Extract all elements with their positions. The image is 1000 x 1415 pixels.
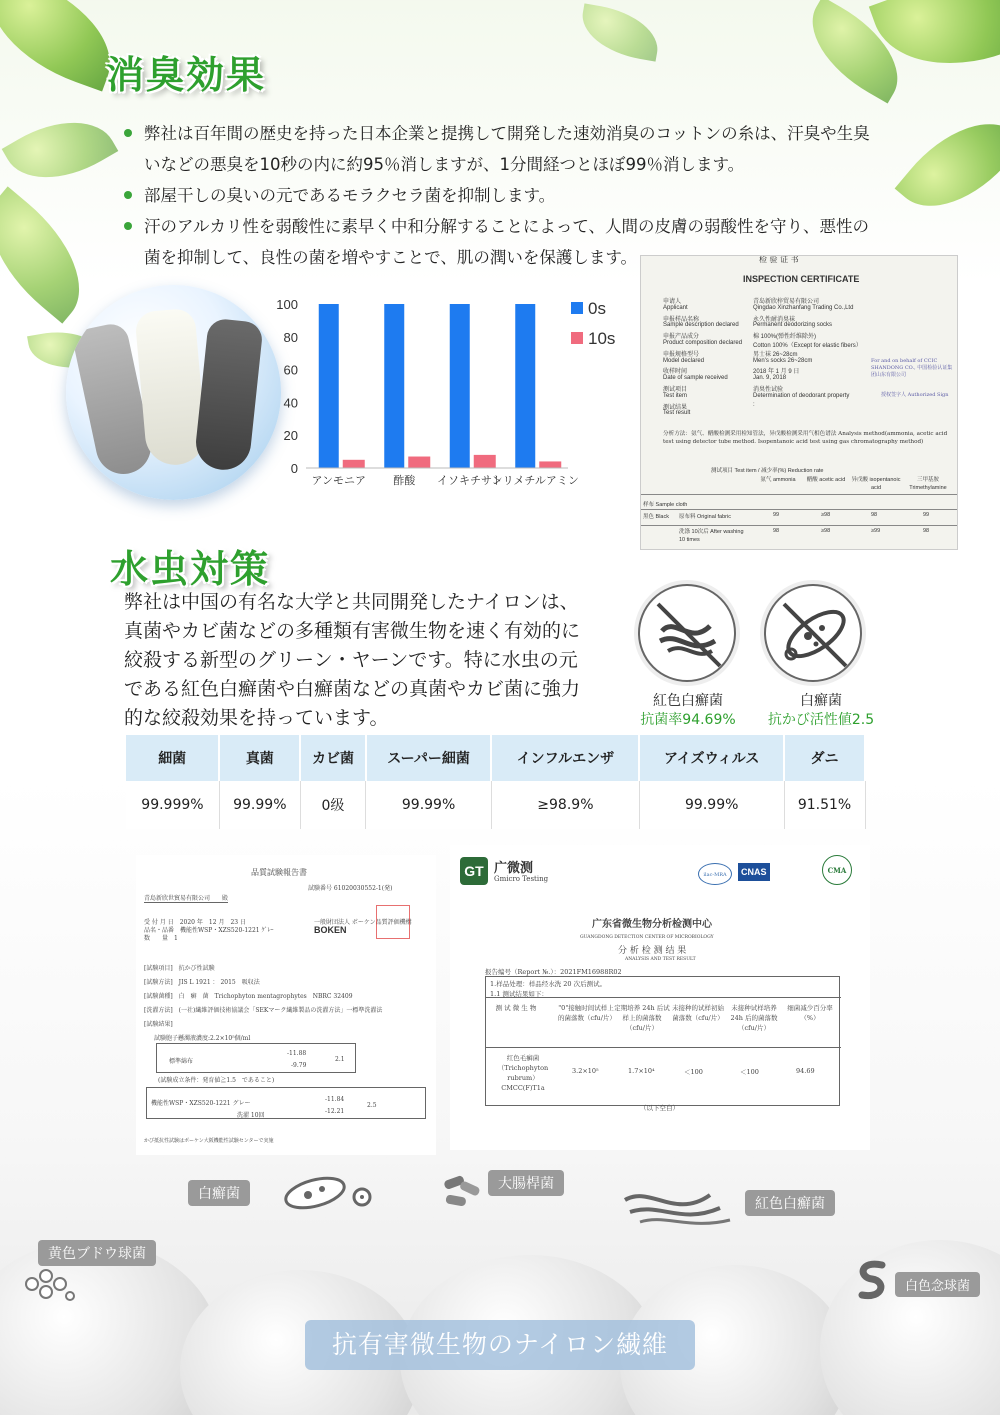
report-jp-line: [試験方法] JIS L 1921 ： 2015 吸収法 [144,979,260,986]
bacteria-label-staphylococcus: 黄色ブドウ球菌 [38,1240,156,1266]
bar-10s [343,460,365,468]
y-axis [276,297,298,476]
rate-column-header: カビ菌 [300,735,365,781]
cn-col-header: 定期培养 24h 后试样上的菌落数（cfu/片） [614,1004,670,1032]
report-cn-result: 分 析 检 测 结 果 [618,946,687,956]
trichophyton-rubrum-icon [620,1180,740,1230]
bacteria-label-trichophyton-rubrum: 紅色白癬菌 [745,1190,835,1216]
trichophyton-icon [270,1165,380,1225]
rate-column-header: アイズウィルス [639,735,784,781]
cn-col-header: 细菌减少百分率（%） [787,1004,833,1022]
ilac-badge: ilac-MRA [698,863,732,885]
bacteria-label-trichophyton: 白癬菌 [188,1180,250,1206]
staphylococcus-icon [18,1262,78,1307]
std-v1: -11.88 [287,1050,307,1057]
sample-v1: -11.84 [325,1096,345,1103]
cert-value: 98 [871,512,878,518]
bullet-item: 部屋干しの臭いの元であるモラクセラ菌を抑制します。 [122,180,882,211]
cert-table [641,464,958,550]
cert-row-value: Cotton 100%（Except for elastic fibers） [753,343,862,349]
report-jp-footer: かび抵抗性試験はボーケン大阪機能性試験センターで実施 [144,1138,274,1144]
cert-row-value: Jan. 9, 2018 [753,375,787,382]
report-jp-line: [試験菌種] 白 癬 菌 Trichophyton mentagrophytes NBRC 32409 [144,993,353,1000]
bar-0s [450,304,470,468]
cert-row-value: 消臭性试验 [753,387,784,393]
report-jp-company: 青島新欣世貿易有限公司 殿 [144,895,229,902]
cert-row-value: Determination of deodorant property [753,392,850,399]
cn-value: 1.7×10⁴ [628,1067,655,1075]
report-jp-cond: (試験成立条件：発育値≧1.5 であること) [158,1077,275,1084]
cert-value: ≥98 [821,528,831,534]
rate-value: 99.99% [366,781,492,829]
cn-table-line [486,997,841,998]
report-cn-logo-en: Gmicro Testing [494,875,549,883]
cert-col-header: 醋酸 acetic acid [806,477,846,483]
cert-row-label: Test item [663,392,688,399]
report-cn-note2: 1.1 测试结果如下： [490,990,548,998]
cnas-badge: CNAS [738,863,770,881]
cert-table-line [641,525,958,526]
report-jp-std-table [156,1043,356,1073]
x-tick-label: アンモニア [311,474,367,487]
y-tick-label: 80 [283,329,298,345]
leaf-decoration [2,99,119,201]
cert-row-value: 男士袜 26~28cm [753,351,798,358]
y-tick-label: 100 [276,297,298,312]
icon2-label: 白癬菌 [800,693,842,709]
report-jp-line: [試験結果] [144,1021,173,1028]
section-title-mizumushi: 水虫対策 [110,547,271,591]
cn-col-header: 未接种试样培养 24h 后的菌落数（cfu/片） [730,1004,778,1032]
report-jp-sample-table [146,1087,426,1119]
sample-label: 機能性WSP・XZS520-1221 グレー [151,1100,251,1107]
sample-act: 2.5 [367,1102,377,1109]
report-cn-logo: 广微测 [494,861,534,876]
leaf-decoration [577,3,664,61]
rate-column-header: ダニ [784,735,865,781]
bacteria-label-ecoli: 大腸桿菌 [488,1170,564,1196]
report-jp-issuer: 一般財団法人 ボーケン品質評価機構 [314,919,412,926]
cert-signature: 授权签字人 Authorized Sign [881,392,949,398]
std-growth: 2.1 [335,1056,345,1063]
gmicro-logo-icon: GT [460,857,488,885]
cert-row-label: 测试项目 [663,387,688,393]
bar-10s [539,461,561,468]
icon1-value: 抗菌率94.69% [640,712,736,728]
x-tick-label: 酢酸 [393,474,416,487]
y-tick-label: 60 [283,362,298,378]
cert-r2-label: 洗涤 10次后 After washing 10 times [679,529,744,543]
cert-row-label: Model declared [663,357,705,364]
icon1-label: 紅色白癬菌 [653,693,723,709]
cert-value: ≥98 [821,512,831,518]
cert-row-label: Sample description declared [663,322,739,329]
report-jp-line: [試験項目] 抗かび性試験 [144,965,215,972]
no-bacteria-icon [766,586,864,684]
bullet-item: 汗のアルカリ性を弱酸性に素早く中和分解することによって、人間の皮膚の弱酸性を守り、悪性の菌を抑制して、良性の菌を増やすことで、肌の潤いを保護します。 [122,211,882,273]
rate-value: 0级 [300,781,365,829]
cert-color-label: 黑色 Black [643,514,669,520]
cn-value: 3.2×10⁵ [572,1067,599,1075]
cert-method: 分析方法：氨气、醋酸检测采用检知管法，异戊酸检测采用气相色谱法 Analysis method(ammonia, acetic acid test using detector tube method. Isopentanoic acid test using gas chromatography method) [663,431,948,445]
report-jp-boken: BOKEN [314,925,347,935]
rate-value: ≥98.9% [491,781,639,829]
bacteria-label-candida: 白色念球菌 [895,1272,980,1297]
bar-0s [319,304,339,468]
cn-value: 94.69 [796,1067,815,1075]
legend-label: 10s [588,329,616,348]
cn-value: ＜100 [740,1068,759,1076]
report-jp-date: 受 付 月 日 2020 年 12 月 23 日 [144,919,246,926]
report-cn-result-en: ANALYSIS AND TEST RESULT [625,957,696,962]
cert-value: 99 [923,512,930,518]
cert-row-value: 棉 100%(弹性纤维除外) [753,334,817,341]
japanese-test-report [136,855,436,1155]
bar-0s [384,304,404,468]
table-header-row [126,735,865,781]
bar-10s [474,455,496,468]
yarn-decoration [820,1240,1000,1415]
chart-legend [571,299,615,348]
mizumushi-description: 弊社は中国の有名な大学と共同開発したナイロンは、真菌やカビ菌などの多種類有害微生物を速く有効的に絞殺する新型のグリーン・ヤーンです。特に水虫の元である紅色白癬菌や白癬菌などの真菌やカビ菌に強力的な絞殺効果を持っています。 [124,591,581,729]
cert-row-value: Qingdao Xinzhanfang Trading Co.,Ltd [753,304,854,311]
cert-row-label: Test result [663,410,691,417]
cert-row-label: 申请人 [663,299,682,305]
cert-stamp: For and on behalf of CCIC SHANDONG CO., 中国检验认证集团山东有限公司 [871,358,953,378]
x-tick-label: トリメチルアミン [491,474,579,487]
cert-col-header: 三甲基胺 Trimethylamine [909,477,947,491]
cert-row-value: 永久性耐消臭袜 [753,316,796,323]
deodorize-bar-chart [268,290,628,500]
cert-row-label: Product composition declared [663,340,743,346]
report-jp-qty: 数 量 1 [144,935,178,942]
rate-column-header: 真菌 [219,735,300,781]
report-cn-center-en: GUANGDONG DETECTION CENTER OF MICROBIOLOGY [580,935,714,940]
report-cn-note1: 1.样品处理：样品经水洗 20 次后测试。 [490,980,607,988]
bar-10s [408,457,430,468]
trichophyton-icon [764,584,862,682]
sample-v2: -12.21 [325,1108,345,1115]
y-tick-label: 0 [290,461,298,476]
cert-title: INSPECTION CERTIFICATE [743,274,860,284]
chinese-test-report [450,845,870,1150]
antimicrobial-rate-table [126,735,866,829]
rate-value: 99.999% [126,781,219,829]
report-jp-no: 試験番号 61020030552-1(発) [308,885,393,892]
std-label: 標準綿布 [169,1058,194,1065]
red-stamp [376,905,410,939]
rate-column-header: インフルエンザ [491,735,639,781]
cert-row-label: 申报样品名称 [663,316,700,323]
cert-col-header: 异戊酸 isopentanoic acid [851,477,901,491]
bars [319,304,562,468]
cn-col-header: 未接种的试样初始菌落数（cfu/片） [672,1004,724,1022]
report-jp-title: 品質試験報告書 [251,868,307,877]
cert-value: 98 [773,528,780,534]
dark-sock [193,318,263,473]
cert-table-line [641,494,958,495]
cert-row-value: Men's socks 26~28cm [753,357,813,364]
trichophyton-rubrum-icon [638,584,736,682]
cert-row-label: 测试结果 [663,404,688,411]
candida-albicans-icon [850,1255,895,1305]
cma-badge: CMA [822,855,852,885]
footer-title: 抗有害微生物のナイロン繊維 [305,1320,695,1370]
rate-value: 99.99% [219,781,300,829]
icon2-value: 抗かび活性値2.5 [767,712,875,728]
report-cn-center: 广东省微生物分析检测中心 [592,919,712,930]
bullet-item: 弊社は百年間の歴史を持った日本企業と提携して開発した速効消臭のコットンの糸は、汗臭や生臭いなどの悪臭を10秒の内に約95％消しますが、1分間経つとほぼ99％消します。 [122,118,882,180]
cert-sample-label: 样布 Sample cloth [643,502,688,508]
y-tick-label: 20 [283,428,298,444]
legend-label: 0s [588,299,606,318]
rate-value: 91.51% [784,781,865,829]
rate-value: 99.99% [639,781,784,829]
cert-col-header: 氨气 ammonia [760,477,796,483]
cert-table-line [641,509,958,510]
cert-row-value: Permanent deodorizing socks [753,322,833,329]
report-jp-line: [洗濯方法] (一社)繊維評価技術協議会「SEKマーク繊維製品の洗濯方法」一標準洗濯法 [144,1007,383,1014]
cert-cn-title: 检 验 证 书 [759,255,799,264]
cert-r1-label: 原布料 Original fabric [679,514,731,520]
std-v2: -9.79 [291,1062,307,1069]
cert-row-label: 申报规格型号 [663,351,700,358]
y-tick-label: 40 [283,395,298,411]
inspection-certificate [640,255,958,550]
table-row [126,781,865,829]
cn-value: ＜100 [684,1068,703,1076]
cert-value: 98 [923,528,930,534]
deodorize-bullet-list [122,118,882,273]
cert-value: ≥99 [871,528,881,534]
x-axis [306,468,579,487]
cert-row-label: Applicant [663,304,688,311]
socks-image [66,285,281,500]
sample-wash: 洗濯 10回 [237,1112,265,1119]
cert-value: 99 [773,512,780,518]
cn-table-line [486,1047,841,1048]
bar-0s [515,304,535,468]
cn-col-header: "0"接触时间试样上的菌落数（cfu/片） [558,1004,616,1022]
cn-col-header: 测 试 微 生 物 [495,1004,537,1012]
x-tick-label: イソキチサン [437,474,503,487]
report-cn-no: 报告编号（Report №.）：2021FM16988R02 [485,968,622,976]
report-cn-blank: （以下空白） [640,1104,679,1112]
report-cn-organism: 红色毛癣菌（Trichophyton rubrum）CMCC(F)T1a [497,1054,549,1092]
rate-column-header: 細菌 [126,735,219,781]
legend-swatch [571,302,583,314]
report-jp-sample: 品名・品番 機能性WSP・XZS520-1221 ｸﾞﾚｰ [144,927,274,934]
report-jp-spore: 試験胞子懸濁液濃度:2.2×10⁵個/ml [154,1035,251,1042]
cert-row-label: 收样时间 [663,369,688,376]
cert-table-header: 测试项目 Test item / 减少率(%) Reduction rate [711,468,824,474]
cert-row-label: Date of sample received [663,375,728,382]
cert-row-value: : [753,401,755,408]
e-coli-icon [438,1170,488,1215]
legend-swatch [571,332,583,344]
cert-row-label: 申报产品成分 [663,334,700,341]
report-cn-box [485,976,840,1106]
leaf-decoration [895,97,1000,234]
leaf-decoration [0,186,107,323]
no-fungus-icon [640,586,738,684]
cert-row-value: 青岛新欣梓贸易有限公司 [753,299,820,305]
cert-row-value: 2018 年 1 月 9 日 [753,369,800,376]
section-title-deodorize: 消臭効果 [106,53,267,97]
rate-column-header: スーパー細菌 [366,735,492,781]
